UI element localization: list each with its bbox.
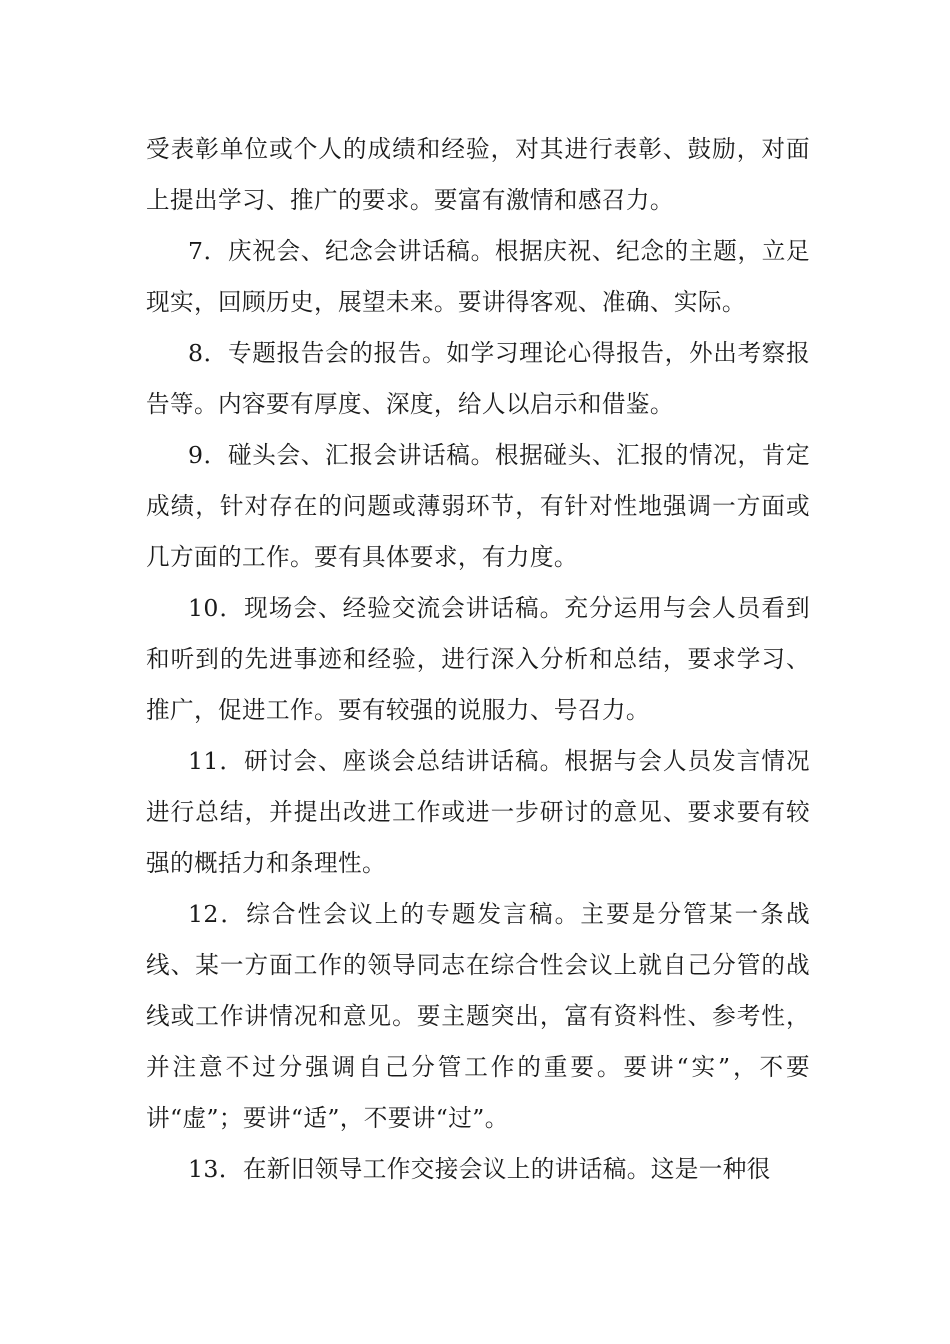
paragraph-item-7: 7．庆祝会、纪念会讲话稿。根据庆祝、纪念的主题，立足现实，回顾历史，展望未来。要讲得客观、准确、实际。 — [146, 237, 810, 316]
paragraph-item-13: 13．在新旧领导工作交接会议上的讲话稿。这是一种很 — [188, 1155, 771, 1183]
document-body — [146, 124, 810, 1195]
paragraph-item-9: 9．碰头会、汇报会讲话稿。根据碰头、汇报的情况，肯定成绩，针对存在的问题或薄弱环节，有针对性地强调一方面或几方面的工作。要有具体要求，有力度。 — [146, 441, 810, 571]
paragraph-item-8: 8．专题报告会的报告。如学习理论心得报告，外出考察报告等。内容要有厚度、深度，给人以启示和借鉴。 — [146, 339, 810, 418]
paragraph-item-11: 11．研讨会、座谈会总结讲话稿。根据与会人员发言情况进行总结，并提出改进工作或进一步研讨的意见、要求要有较强的概括力和条理性。 — [146, 747, 810, 877]
paragraph-item-12: 12．综合性会议上的专题发言稿。主要是分管某一条战线、某一方面工作的领导同志在综合性会议上就自己分管的战线或工作讲情况和意见。要主题突出，富有资料性、参考性，并注意不过分强调自己分管工作的重要。要讲“实”，不要讲“虚”；要讲“适”，不要讲“过”。 — [146, 900, 810, 1132]
paragraph-item-10: 10．现场会、经验交流会讲话稿。充分运用与会人员看到和听到的先进事迹和经验，进行深入分析和总结，要求学习、推广，促进工作。要有较强的说服力、号召力。 — [146, 594, 810, 724]
paragraph-continuation: 受表彰单位或个人的成绩和经验，对其进行表彰、鼓励，对面上提出学习、推广的要求。要富有激情和感召力。 — [146, 135, 810, 214]
